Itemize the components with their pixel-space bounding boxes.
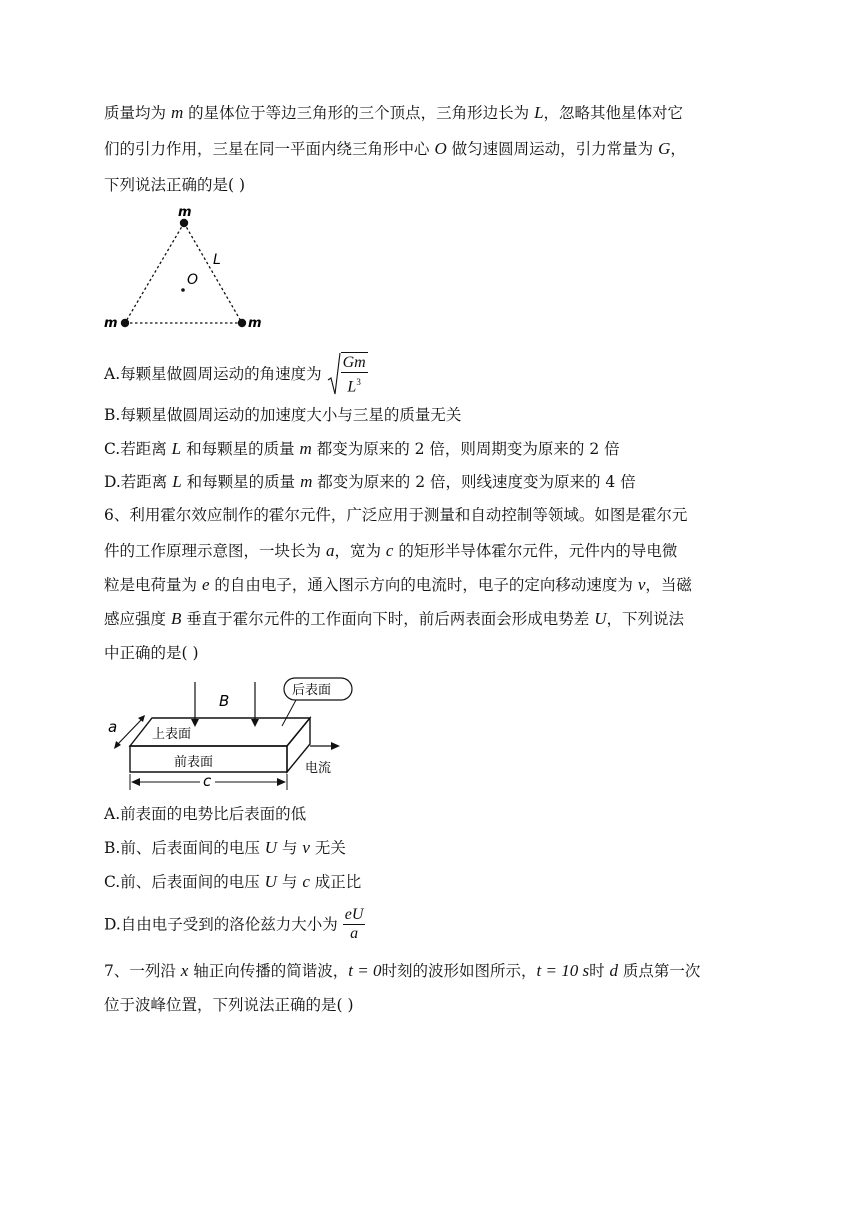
q5-option-a-text: A.每颗星做圆周运动的角速度为 — [104, 365, 322, 384]
math-variable: a — [325, 541, 335, 560]
label-center-o: O — [187, 272, 199, 288]
math-variable: c — [385, 541, 394, 560]
q6-option-c — [104, 871, 361, 893]
star-top — [180, 219, 188, 227]
math-variable: v — [637, 575, 646, 594]
text-run: 与 — [277, 839, 303, 857]
sqrt-expression — [327, 352, 368, 396]
text-run: ， — [670, 140, 686, 158]
label-front-surface: 前表面 — [174, 755, 214, 770]
q7-stem-line-1 — [104, 960, 700, 982]
text-run: 的星体位于等边三角形的三个顶点，三角形边长为 — [183, 104, 535, 122]
q5-option-d — [104, 471, 636, 493]
text-run: B.每颗星做圆周运动的加速度大小与三星的质量无关 — [104, 406, 462, 424]
text-run: 时 — [589, 962, 610, 980]
label-top-surface: 上表面 — [152, 727, 192, 742]
math-variable: O — [434, 139, 447, 158]
math-variable: t = 10 s — [536, 961, 590, 980]
q5-stem-line-3 — [104, 174, 245, 196]
text-run: 都变为原来的 2 倍，则周期变为原来的 2 倍 — [311, 440, 620, 458]
math-variable: v — [302, 838, 310, 857]
text-run: 下列说法正确的是( ) — [104, 176, 246, 194]
math-variable: m — [299, 439, 312, 458]
text-run: 们的引力作用，三星在同一平面内绕三角形中心 — [104, 140, 435, 158]
math-variable: d — [609, 961, 618, 980]
fraction-numerator: Gm — [342, 354, 366, 371]
math-variable: m — [300, 472, 313, 491]
math-variable: B — [170, 609, 182, 628]
text-run: 7、一列沿 — [104, 962, 181, 980]
fraction-denominator: a — [350, 925, 359, 942]
label-c: c — [203, 772, 212, 790]
q6-option-d-text: D.自由电子受到的洛伦兹力大小为 — [104, 915, 338, 934]
q6-stem-line-3 — [104, 574, 692, 596]
text-run: 和每颗星的质量 — [181, 440, 300, 458]
text-run: ，当磁 — [645, 576, 692, 594]
q6-option-d — [104, 906, 365, 943]
text-run: 质量均为 — [104, 104, 171, 122]
text-run: 6、利用霍尔效应制作的霍尔元件，广泛应用于测量和自动控制等领域。如图是霍尔元 — [104, 506, 688, 524]
q5-stem-line-2 — [104, 138, 686, 160]
math-variable: m — [170, 103, 184, 122]
star-left — [121, 319, 129, 327]
math-variable: c — [302, 872, 310, 891]
fraction-numerator: eU — [344, 906, 364, 923]
fraction-denominator: $L^3$ — [347, 377, 361, 396]
text-run: 质点第一次 — [618, 962, 701, 980]
text-run: ，宽为 — [334, 542, 386, 560]
text-run: 垂直于霍尔元件的工作面向下时，前后两表面会形成电势差 — [181, 610, 595, 628]
math-variable: U — [594, 609, 607, 628]
text-run: A.前表面的电势比后表面的低 — [104, 805, 307, 823]
text-run: 感应强度 — [104, 610, 171, 628]
text-run: C.若距离 — [104, 440, 172, 458]
text-run: D.若距离 — [104, 473, 173, 491]
text-run: 无关 — [309, 839, 346, 857]
math-variable: U — [264, 872, 277, 891]
label-side-l: L — [213, 252, 221, 268]
text-run: B.前、后表面间的电压 — [104, 839, 265, 857]
label-current: 电流 — [305, 761, 332, 776]
math-variable: L — [172, 472, 182, 491]
label-a: a — [108, 718, 118, 736]
text-run: ，忽略其他星体对它 — [543, 104, 684, 122]
text-run: 都变为原来的 2 倍，则线速度变为原来的 4 倍 — [312, 473, 636, 491]
q7-stem-line-2 — [104, 994, 354, 1016]
text-run: 和每颗星的质量 — [181, 473, 301, 491]
center-point — [181, 288, 185, 292]
q6-option-a — [104, 803, 306, 825]
q6-stem-line-5 — [104, 642, 199, 664]
text-run: 位于波峰位置，下列说法正确的是( ) — [104, 996, 354, 1014]
star-right — [238, 319, 246, 327]
q5-option-a — [104, 352, 368, 396]
text-run: 的自由电子，通入图示方向的电流时，电子的定向移动速度为 — [209, 576, 638, 594]
gm-over-l3-fraction — [341, 352, 368, 396]
label-m-top: m — [178, 205, 192, 220]
three-star-triangle-figure — [100, 200, 270, 336]
text-run: 时刻的波形如图所示， — [381, 962, 537, 980]
q5-option-b — [104, 404, 461, 426]
text-run: 做匀速圆周运动，引力常量为 — [446, 140, 659, 158]
hall-element-figure — [100, 674, 380, 800]
text-run: ，下列说法 — [606, 610, 684, 628]
math-variable: G — [658, 139, 671, 158]
math-variable: e — [201, 575, 210, 594]
q6-stem-line-1 — [104, 504, 687, 526]
label-b: B — [219, 692, 230, 710]
label-back-surface: 后表面 — [292, 683, 332, 698]
math-variable: L — [171, 439, 182, 458]
text-run: C.前、后表面间的电压 — [104, 873, 265, 891]
eu-over-a-fraction — [343, 906, 366, 943]
q5-stem-line-1 — [104, 102, 683, 124]
text-run: 与 — [276, 873, 303, 891]
q6-stem-line-4 — [104, 608, 684, 630]
q6-stem-line-2 — [104, 540, 677, 562]
math-variable: t = 0 — [348, 961, 382, 980]
q6-option-b — [104, 837, 346, 859]
text-run: 成正比 — [309, 873, 362, 891]
text-run: 粒是电荷量为 — [104, 576, 202, 594]
math-variable: x — [180, 961, 189, 980]
text-run: 的矩形半导体霍尔元件，元件内的导电微 — [393, 542, 678, 560]
q5-option-c — [104, 438, 620, 460]
math-variable: L — [534, 103, 544, 122]
text-run: 中正确的是( ) — [104, 644, 199, 662]
text-run: 件的工作原理示意图，一块长为 — [104, 542, 326, 560]
label-m-left: m — [104, 316, 118, 331]
label-m-right: m — [248, 316, 262, 331]
text-run: 轴正向传播的简谐波， — [188, 962, 349, 980]
math-variable: U — [264, 838, 278, 857]
